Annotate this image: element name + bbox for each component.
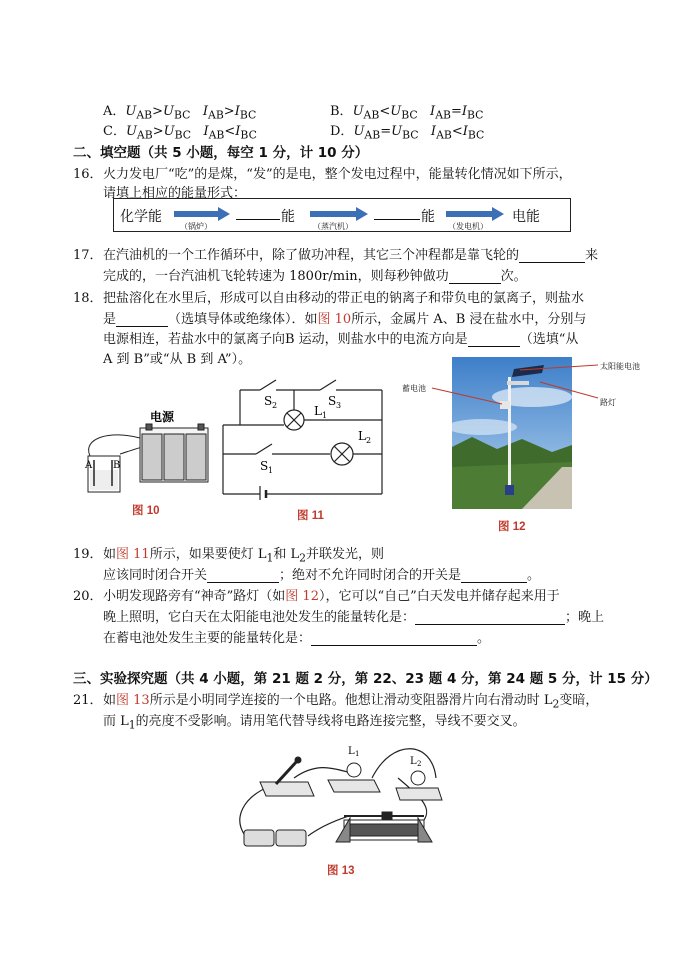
fig10-b-label: B xyxy=(113,460,121,471)
fig11-s3: S xyxy=(328,394,337,408)
flow-mid2: 能 xyxy=(421,209,435,225)
fig12-lamp-label: 路灯 xyxy=(600,398,616,407)
fig11-l1-sub: 1 xyxy=(322,411,328,420)
fig11-s2: S xyxy=(264,394,273,408)
fig11-s3-sub: 3 xyxy=(336,401,342,410)
option-a: A．$U_{AB}>U_{BC}$ $I_{AB}>I_{BC}$ xyxy=(103,104,257,122)
fig12-solar-label: 太阳能电池 xyxy=(600,362,640,371)
flow-mid1: 能 xyxy=(281,209,295,225)
q16-number: 16． xyxy=(73,167,103,182)
fig12-battery-label: 蓄电池 xyxy=(402,384,426,393)
flow-start: 化学能 xyxy=(120,209,162,225)
flow-arrow-icon xyxy=(174,207,230,221)
q19-line1: 如图 11所示，如果要使灯 $L_1$和 $L_2$并联发光，则 xyxy=(103,547,385,565)
figure-13-circuit-apparatus xyxy=(232,738,452,856)
flow-end: 电能 xyxy=(512,209,540,225)
q17-line2: 完成的，一台汽油机飞轮转速为 1800r/min，则每秒钟做功 次。 xyxy=(103,269,527,284)
figure-10-battery-saltwater xyxy=(80,408,220,500)
fig13-l1-sub: 1 xyxy=(355,750,360,758)
flow-arrow3-label: （发电机） xyxy=(448,222,488,231)
q19-blank-2[interactable] xyxy=(461,568,527,583)
fig12-caption: 图 12 xyxy=(498,521,526,533)
q20-blank-1[interactable] xyxy=(415,610,565,625)
fig10-power-label: 电源 xyxy=(150,410,175,424)
flow-arrow2-label: （蒸汽机） xyxy=(313,222,353,231)
q19-blank-1[interactable] xyxy=(207,568,279,583)
fig11-l2: L xyxy=(358,429,366,443)
fig13-l2: L xyxy=(410,756,417,767)
q18-line1: 把盐溶化在水里后，形成可以自由移动的带正电的钠离子和带负电的氯离子，则盐水 xyxy=(103,291,585,306)
fig11-s2-sub: 2 xyxy=(272,401,278,410)
q21-line1: 如图 13所示是小明同学连接的一个电路。他想让滑动变阻器滑片向右滑动时 $L_2$变暗， xyxy=(103,693,599,711)
flow-arrow1-label: （锅炉） xyxy=(180,222,212,231)
flow-blank-2[interactable] xyxy=(374,205,420,220)
fig11-l1: L xyxy=(314,404,322,418)
fig12-battery-pointer xyxy=(430,386,510,410)
energy-flow-box xyxy=(113,198,571,232)
fig11-s1-sub: 1 xyxy=(268,466,274,475)
q21-number: 21． xyxy=(73,693,103,708)
option-c: C．$U_{AB}>U_{BC}$ $I_{AB}<I_{BC}$ xyxy=(103,124,257,142)
q20-line1: 小明发现路旁有“神奇”路灯（如图 12），它可以“自己”白天发电并储存起来用于 xyxy=(103,589,560,604)
fig10-caption: 图 10 xyxy=(132,505,160,517)
q20-line2: 晚上照明，它白天在太阳能电池处发生的能量转化是： ；晚上 xyxy=(103,610,605,625)
fig13-caption: 图 13 xyxy=(327,865,355,877)
fig11-s1: S xyxy=(260,459,269,473)
q16-text-line1: 火力发电厂“吃”的是煤，“发”的是电，整个发电过程中，能量转化情况如下所示， xyxy=(103,167,572,182)
option-d: D．$U_{AB}=U_{BC}$ $I_{AB}<I_{BC}$ xyxy=(330,124,485,142)
q18-line4: A 到 B”或“从 B 到 A”）。 xyxy=(103,352,252,367)
flow-arrow-icon xyxy=(446,207,504,221)
fig12-pointer-lines xyxy=(500,360,610,410)
section-title-fill-in: 二、填空题（共 5 小题，每空 1 分，计 10 分） xyxy=(73,145,369,161)
q18-blank-1[interactable] xyxy=(116,312,168,327)
q19-number: 19． xyxy=(73,547,103,562)
q18-number: 18． xyxy=(73,291,103,306)
section-title-experiment: 三、实验探究题（共 4 小题，第 21 题 2 分，第 22、23 题 4 分，第 24 题 5 分，计 15 分） xyxy=(73,671,658,687)
flow-arrow-icon xyxy=(310,207,368,221)
flow-blank-1[interactable] xyxy=(236,205,280,220)
q20-number: 20． xyxy=(73,589,103,604)
fig13-l1: L xyxy=(348,746,355,757)
q19-line2: 应该同时闭合开关 ；绝对不允许同时闭合的开关是 。 xyxy=(103,568,541,583)
figure-11-circuit xyxy=(220,370,390,500)
q17-blank-2[interactable] xyxy=(449,269,501,284)
q18-line2: 是 （选填导体或绝缘体）．如图 10所示，金属片 A、B 浸在盐水中，分别与 xyxy=(103,312,587,327)
q17-number: 17． xyxy=(73,248,103,263)
q21-line2: 而 $L_1$的亮度不受影响。请用笔代替导线将电路连接完整，导线不要交叉。 xyxy=(103,714,526,732)
q16-text-line2: 请填上相应的能量形式： xyxy=(103,186,247,201)
q20-blank-2[interactable] xyxy=(311,631,477,646)
fig11-caption: 图 11 xyxy=(297,510,324,522)
q17-blank-1[interactable] xyxy=(519,248,585,263)
option-b: B．$U_{AB}<U_{BC}$ $I_{AB}=I_{BC}$ xyxy=(330,104,484,122)
q18-line3: 电源相连，若盐水中的氯离子向B 运动，则盐水中的电流方向是 （选填“从 xyxy=(103,332,579,347)
q20-line3: 在蓄电池处发生主要的能量转化是： 。 xyxy=(103,631,491,646)
fig11-l2-sub: 2 xyxy=(366,436,372,445)
q17-line1: 在汽油机的一个工作循环中，除了做功冲程，其它三个冲程都是靠飞轮的 来 xyxy=(103,248,599,263)
fig10-a-label: A xyxy=(85,460,93,471)
fig13-l2-sub: 2 xyxy=(417,760,422,768)
q18-blank-2[interactable] xyxy=(468,332,520,347)
